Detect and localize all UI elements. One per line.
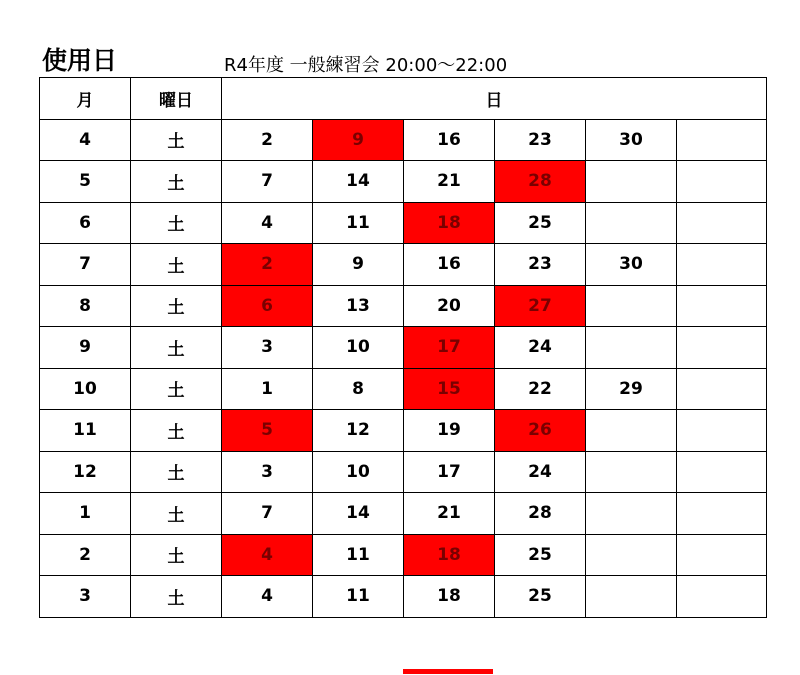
schedule-table	[39, 77, 767, 618]
day-cell: 24	[495, 451, 586, 493]
day-cell-highlighted: 26	[495, 410, 586, 452]
day-cell	[586, 410, 677, 452]
header-weekday: 曜日	[131, 78, 222, 120]
table-row	[40, 451, 767, 493]
day-cell: 28	[495, 493, 586, 535]
month-cell: 10	[40, 368, 131, 410]
day-cell: 13	[313, 285, 404, 327]
header-days: 日	[222, 78, 767, 120]
day-cell-highlighted: 15	[404, 368, 495, 410]
day-cell: 18	[404, 576, 495, 618]
day-cell	[677, 161, 767, 203]
table-row	[40, 493, 767, 535]
day-cell	[586, 327, 677, 369]
day-cell: 19	[404, 410, 495, 452]
table-row	[40, 119, 767, 161]
day-cell: 14	[313, 161, 404, 203]
day-cell: 9	[313, 244, 404, 286]
day-cell	[677, 534, 767, 576]
day-cell: 25	[495, 576, 586, 618]
month-cell: 6	[40, 202, 131, 244]
day-cell	[677, 119, 767, 161]
month-cell: 8	[40, 285, 131, 327]
day-cell: 8	[313, 368, 404, 410]
day-cell	[586, 161, 677, 203]
day-cell-highlighted: 6	[222, 285, 313, 327]
day-cell: 21	[404, 161, 495, 203]
day-cell-highlighted: 2	[222, 244, 313, 286]
weekday-cell: 土	[131, 285, 222, 327]
day-cell	[586, 202, 677, 244]
red-underline-mark	[403, 669, 493, 674]
table-row	[40, 244, 767, 286]
day-cell: 20	[404, 285, 495, 327]
day-cell	[677, 285, 767, 327]
day-cell: 3	[222, 451, 313, 493]
day-cell-highlighted: 17	[404, 327, 495, 369]
day-cell-highlighted: 4	[222, 534, 313, 576]
day-cell	[677, 451, 767, 493]
day-cell: 12	[313, 410, 404, 452]
day-cell-highlighted: 18	[404, 534, 495, 576]
day-cell: 4	[222, 576, 313, 618]
day-cell: 7	[222, 493, 313, 535]
day-cell	[586, 534, 677, 576]
day-cell: 11	[313, 202, 404, 244]
day-cell: 10	[313, 327, 404, 369]
table-row	[40, 285, 767, 327]
day-cell: 1	[222, 368, 313, 410]
day-cell: 7	[222, 161, 313, 203]
day-cell: 2	[222, 119, 313, 161]
month-cell: 4	[40, 119, 131, 161]
day-cell: 24	[495, 327, 586, 369]
day-cell	[677, 327, 767, 369]
day-cell: 11	[313, 576, 404, 618]
day-cell	[586, 576, 677, 618]
day-cell	[586, 285, 677, 327]
table-row	[40, 410, 767, 452]
day-cell: 4	[222, 202, 313, 244]
table-row	[40, 534, 767, 576]
day-cell: 23	[495, 119, 586, 161]
table-row	[40, 202, 767, 244]
day-cell: 25	[495, 202, 586, 244]
day-cell	[677, 368, 767, 410]
month-cell: 7	[40, 244, 131, 286]
day-cell: 25	[495, 534, 586, 576]
weekday-cell: 土	[131, 119, 222, 161]
weekday-cell: 土	[131, 368, 222, 410]
day-cell	[586, 493, 677, 535]
page-title: 使用日	[42, 46, 118, 75]
day-cell: 23	[495, 244, 586, 286]
weekday-cell: 土	[131, 576, 222, 618]
header-row	[40, 78, 767, 120]
day-cell: 29	[586, 368, 677, 410]
day-cell	[677, 576, 767, 618]
day-cell-highlighted: 28	[495, 161, 586, 203]
month-cell: 1	[40, 493, 131, 535]
month-cell: 5	[40, 161, 131, 203]
day-cell	[586, 451, 677, 493]
table-row	[40, 576, 767, 618]
day-cell: 16	[404, 119, 495, 161]
day-cell	[677, 244, 767, 286]
month-cell: 2	[40, 534, 131, 576]
weekday-cell: 土	[131, 410, 222, 452]
day-cell	[677, 410, 767, 452]
month-cell: 3	[40, 576, 131, 618]
day-cell	[677, 202, 767, 244]
page-subtitle: R4年度 一般練習会 20:00～22:00	[224, 55, 508, 76]
weekday-cell: 土	[131, 327, 222, 369]
weekday-cell: 土	[131, 161, 222, 203]
table-row	[40, 368, 767, 410]
table-row	[40, 327, 767, 369]
table-row	[40, 161, 767, 203]
day-cell: 10	[313, 451, 404, 493]
schedule-body	[40, 119, 767, 617]
header-month: 月	[40, 78, 131, 120]
month-cell: 12	[40, 451, 131, 493]
weekday-cell: 土	[131, 202, 222, 244]
month-cell: 11	[40, 410, 131, 452]
day-cell: 30	[586, 119, 677, 161]
day-cell-highlighted: 27	[495, 285, 586, 327]
month-cell: 9	[40, 327, 131, 369]
day-cell: 21	[404, 493, 495, 535]
day-cell-highlighted: 5	[222, 410, 313, 452]
weekday-cell: 土	[131, 534, 222, 576]
day-cell	[677, 493, 767, 535]
day-cell: 11	[313, 534, 404, 576]
day-cell: 3	[222, 327, 313, 369]
day-cell: 14	[313, 493, 404, 535]
day-cell: 30	[586, 244, 677, 286]
weekday-cell: 土	[131, 451, 222, 493]
day-cell-highlighted: 18	[404, 202, 495, 244]
day-cell-highlighted: 9	[313, 119, 404, 161]
day-cell: 17	[404, 451, 495, 493]
day-cell: 22	[495, 368, 586, 410]
weekday-cell: 土	[131, 244, 222, 286]
weekday-cell: 土	[131, 493, 222, 535]
day-cell: 16	[404, 244, 495, 286]
